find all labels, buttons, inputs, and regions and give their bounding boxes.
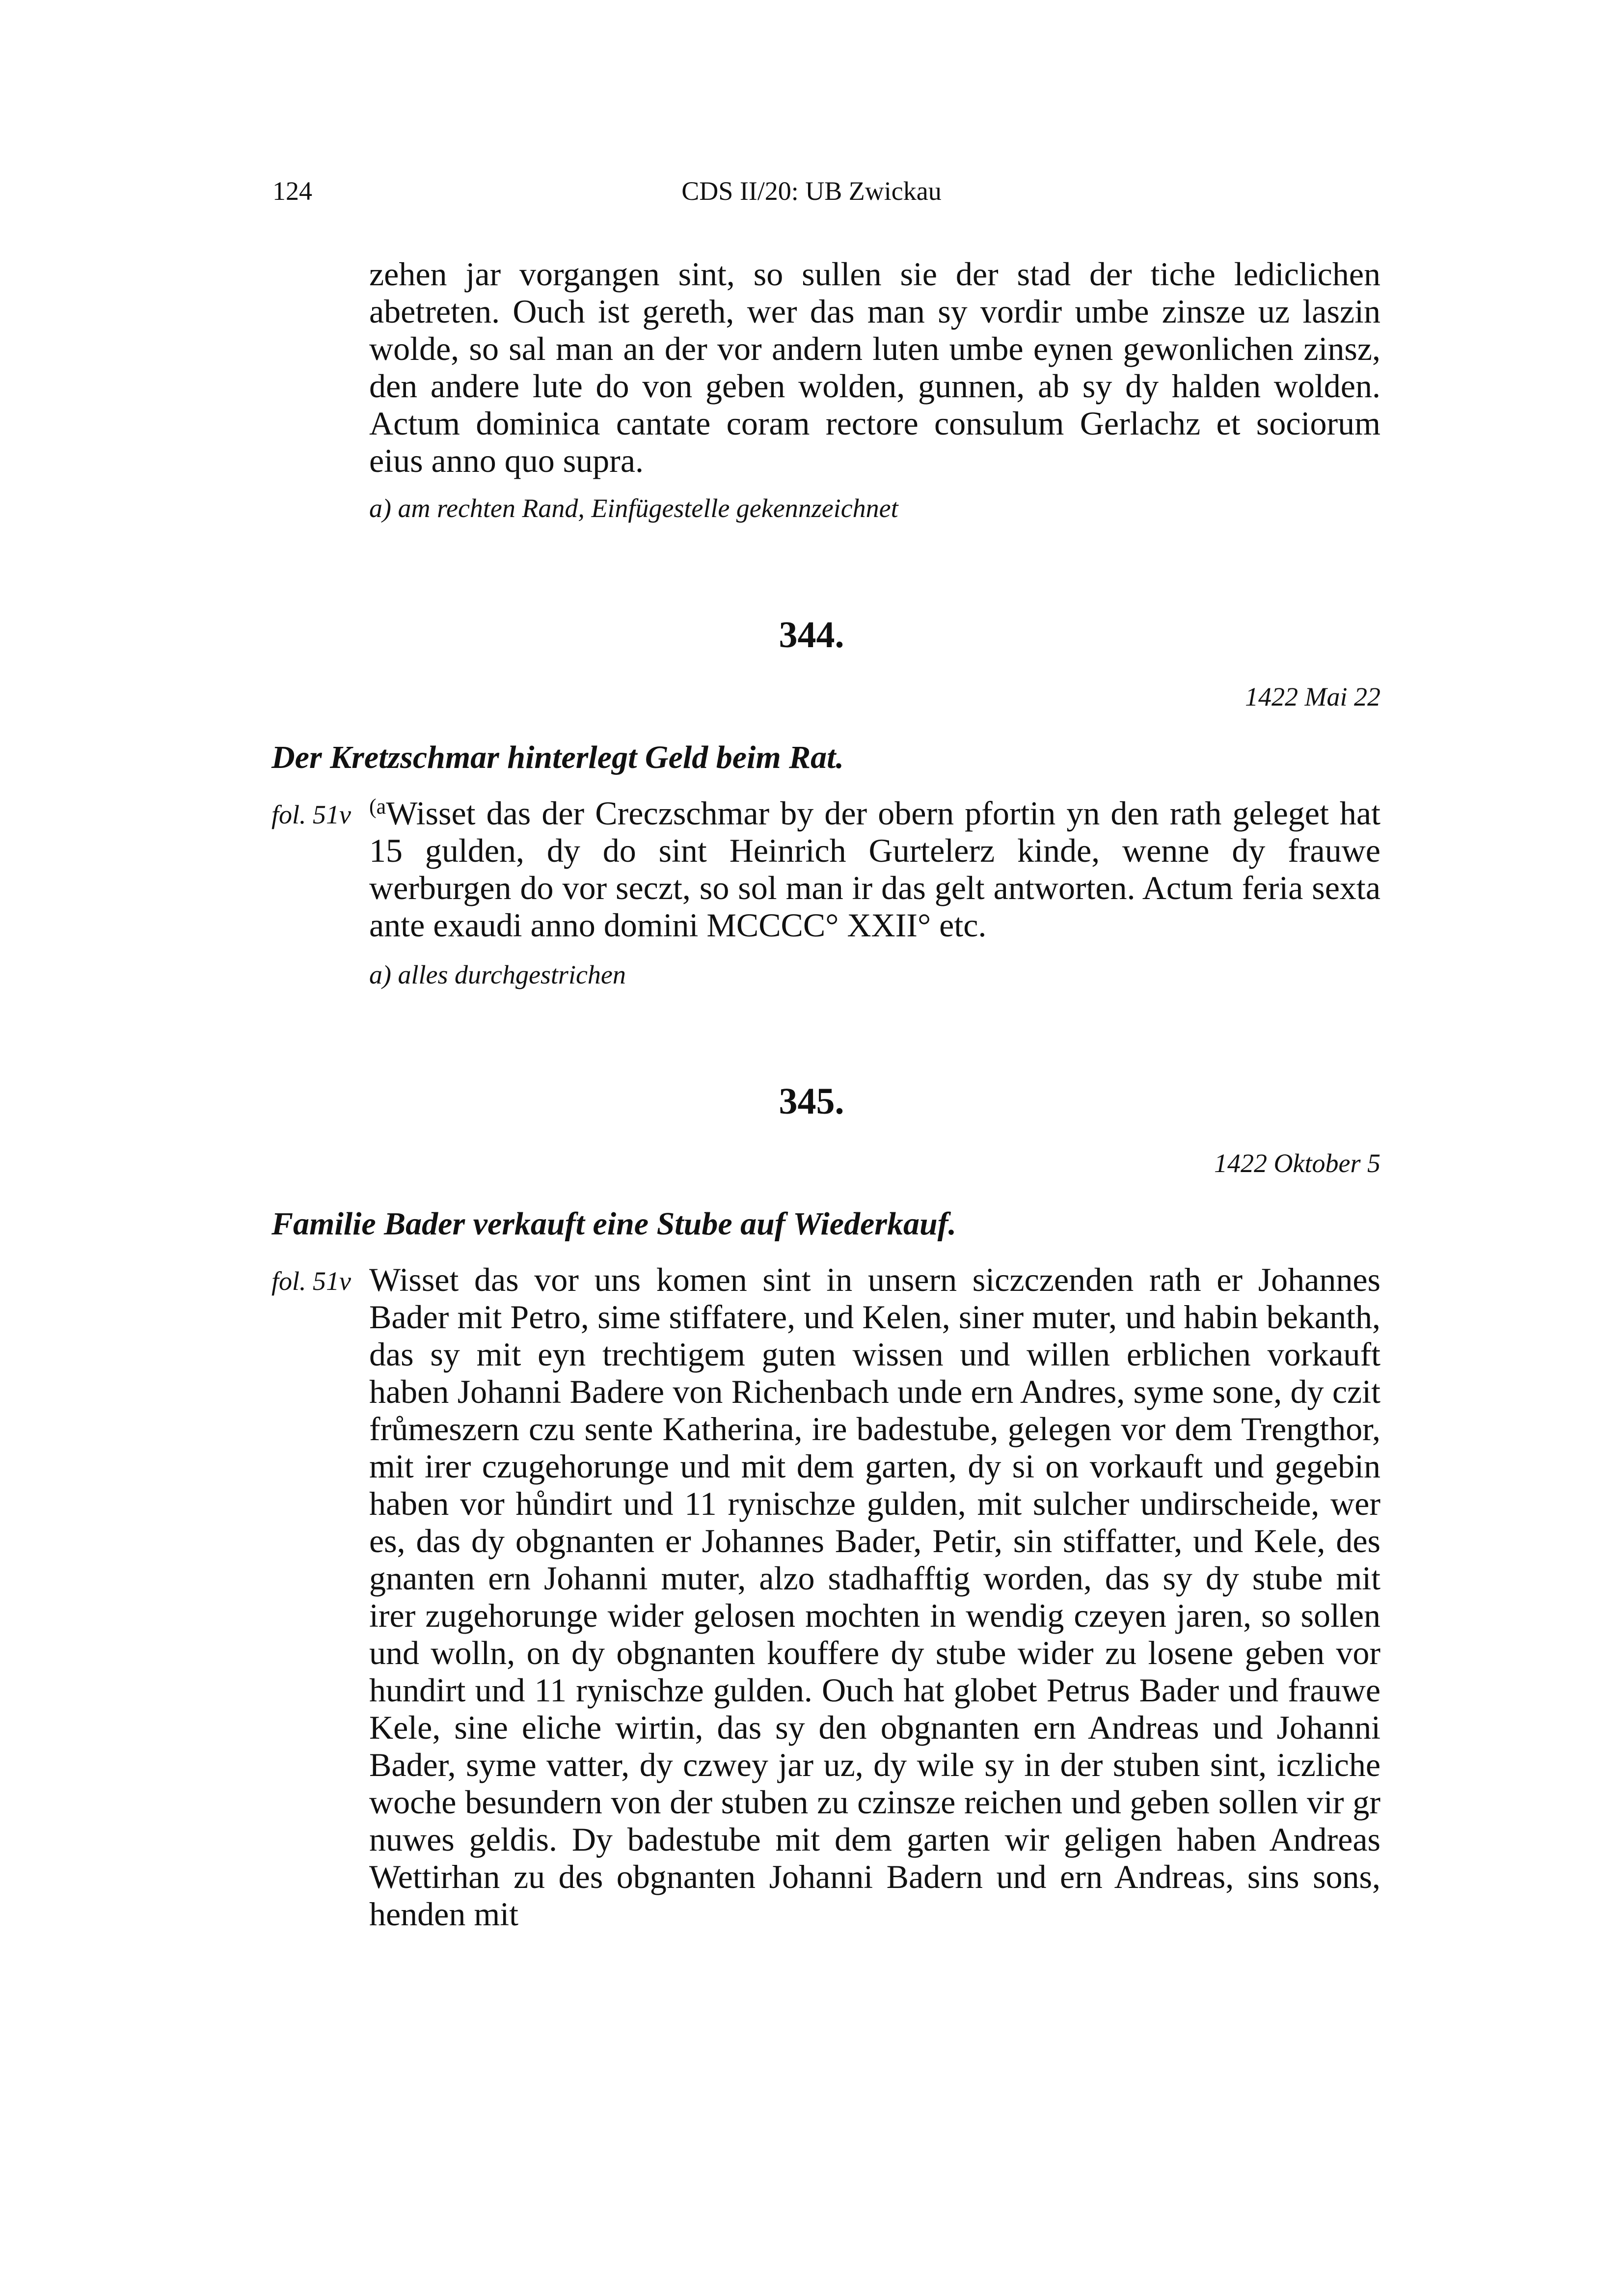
entry-title: Familie Bader verkauft eine Stube auf Wiederkauf. bbox=[271, 1206, 957, 1242]
entry-text bbox=[369, 794, 1380, 944]
entry-footnote: a) alles durchgestrichen bbox=[369, 960, 626, 989]
continuation-text: zehen jar vorgangen sint, so sullen sie der stad der tiche lediclichen abetreten. Ouch ist gereth, wer das man sy vordir umbe zinsze uz laszin wolde, so sal man an der vor andern luten umbe eynen gewonlichen zinsz, den andere lute do von geben wolden, gunnen, ab sy dy halden wolden. Actum dominica cantate coram rectore consulum Gerlachz et sociorum eius anno quo supra. bbox=[369, 255, 1380, 479]
running-head: CDS II/20: UB Zwickau bbox=[681, 176, 942, 206]
entry-text-body: Wisset das der Creczschmar by der obern pfortin yn den rath geleget hat 15 gulden, dy do sint Heinrich Gurtelerz kinde, wenne dy frauwe werburgen do vor seczt, so sol man ir das gelt antworten. Actum feria sexta ante exaudi anno domini MCCCC° XXII° etc. bbox=[369, 794, 1380, 944]
entry-text: Wisset das vor uns komen sint in unsern siczczenden rath er Johannes Bader mit Petro, sime stiffatere, und Kelen, siner muter, und habin bekanth, das sy mit eyn trechtigem guten wissen und willen erblichen vorkauft haben Johanni Badere von Richenbach unde ern Andres, syme sone, dy czit frůmeszern czu sente Katherina, ire badestube, gelegen vor dem Trengthor, mit irer czugehorunge und mit dem garten, dy si on vorkauft und gegebin haben vor hůndirt und 11 rynischze gulden, mit sulcher undirscheide, wer es, das dy obgnanten er Johannes Bader, Petir, sin stiffatter, und Kele, des gnanten ern Johanni muter, alzo stadhafftig worden, das sy dy stube mit irer zugehorunge wider gelosen mochten in wendig czeyen jaren, so sollen und wolln, on dy obgnanten kouffere dy stube wider zu losene geben vor hundirt und 11 rynischze gulden. Ouch hat globet Petrus Bader und frauwe Kele, sine eliche wirtin, das sy den obgnanten ern Andreas und Johanni Bader, syme vatter, dy czwey jar uz, dy wile sy in der stuben sint, iczliche woche besundern von der stuben zu czinsze reichen und geben sollen vir gr nuwes geldis. Dy badestube mit dem garten wir geligen haben Andreas Wettirhan zu des obgnanten Johanni Badern und ern Andreas, sins sons, henden mit bbox=[369, 1261, 1380, 1933]
folio-reference: fol. 51v bbox=[271, 800, 351, 829]
entry-date: 1422 Mai 22 bbox=[1245, 682, 1380, 711]
continuation-footnote: a) am rechten Rand, Einfügestelle gekennzeichnet bbox=[369, 493, 898, 523]
entry-number: 344. bbox=[779, 614, 844, 656]
entry-date: 1422 Oktober 5 bbox=[1214, 1148, 1380, 1178]
folio-reference: fol. 51v bbox=[271, 1266, 351, 1296]
entry-title: Der Kretzschmar hinterlegt Geld beim Rat. bbox=[271, 739, 844, 775]
page-number: 124 bbox=[272, 176, 312, 206]
footnote-marker: (a bbox=[369, 794, 386, 819]
entry-number: 345. bbox=[779, 1081, 844, 1122]
